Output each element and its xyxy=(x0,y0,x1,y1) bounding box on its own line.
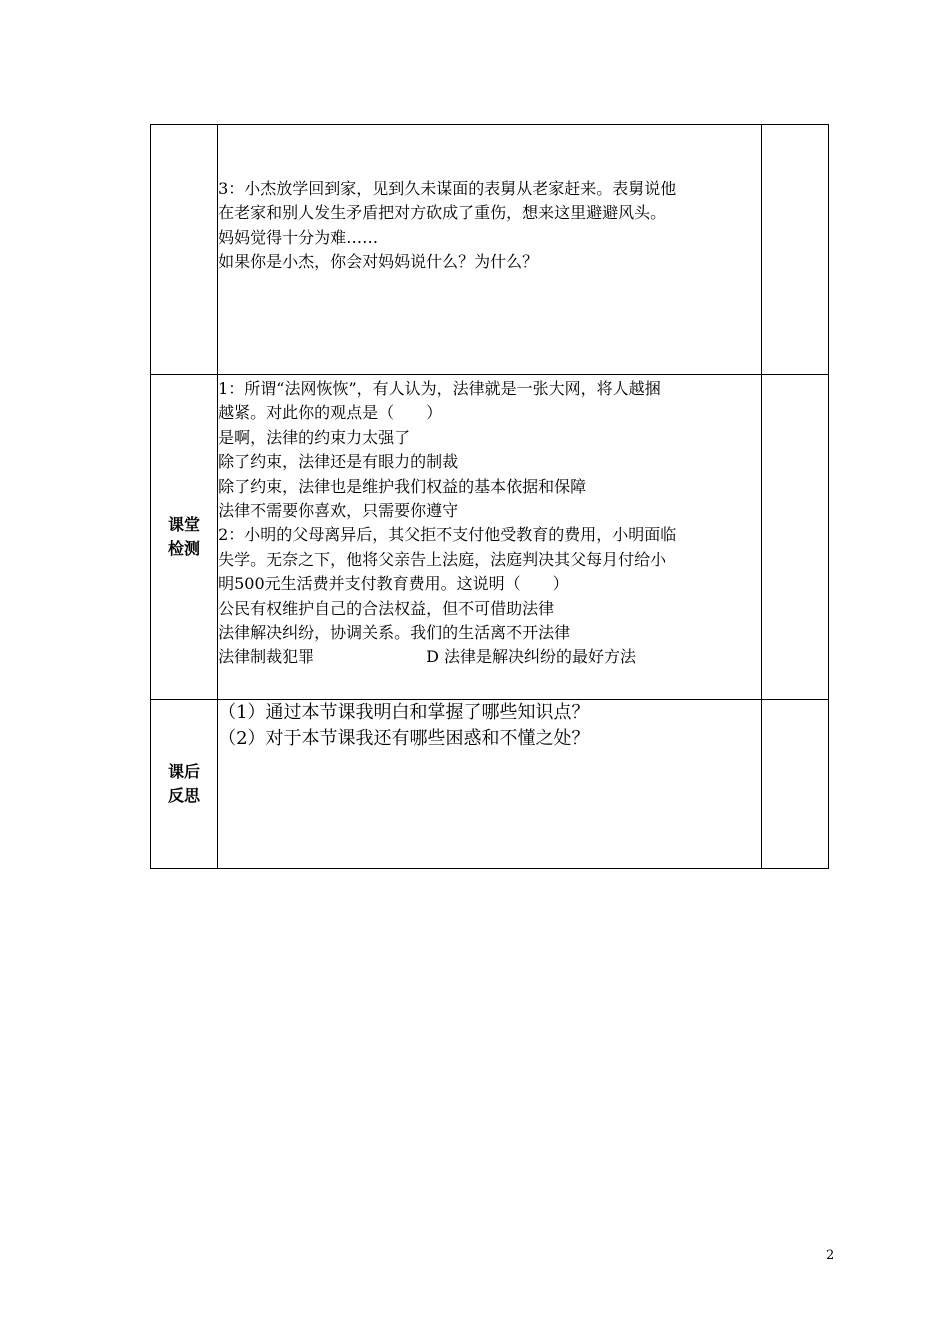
reflection-line: （2）对于本节课我还有哪些困惑和不懂之处？ xyxy=(218,728,590,749)
question-2-text: 失学。无奈之下，他将父亲告上法庭，法庭判决其父每月付给小 xyxy=(218,549,667,569)
case-question-cell xyxy=(218,125,762,375)
table-row-case xyxy=(151,125,829,375)
question-1-option: 除了约束，法律还是有眼力的制裁 xyxy=(218,452,459,472)
table-row-check xyxy=(151,375,829,700)
case-line: 妈妈觉得十分为难…… xyxy=(218,227,379,247)
right-empty-cell xyxy=(761,700,828,869)
question-2-option: 公民有权维护自己的合法权益，但不可借助法律 xyxy=(218,598,555,618)
row-label-class-check xyxy=(151,375,218,700)
reflection-line: （1）通过本节课我明白和掌握了哪些知识点？ xyxy=(218,702,590,723)
case-line: 在老家和别人发生矛盾把对方砍成了重伤，想来这里避避风头。 xyxy=(218,203,667,223)
question-2-option-c: 法律制裁犯罪 xyxy=(218,647,315,667)
question-2-text: 2：小明的父母离异后，其父拒不支付他受教育的费用，小明面临 xyxy=(218,525,677,545)
row-label-reflection xyxy=(151,700,218,869)
label-line: 课后 xyxy=(168,762,201,781)
class-check-cell xyxy=(218,375,762,700)
label-line: 检测 xyxy=(168,539,201,558)
question-2-option-d: D 法律是解决纠纷的最好方法 xyxy=(426,647,637,667)
question-1-option: 除了约束，法律也是维护我们权益的基本依据和保障 xyxy=(218,476,587,496)
row-label-empty xyxy=(151,125,218,375)
question-2-option-row xyxy=(218,645,761,669)
page-number: 2 xyxy=(826,1248,835,1263)
case-line: 3：小杰放学回到家，见到久未谋面的表舅从老家赶来。表舅说他 xyxy=(218,179,677,198)
reflection-cell xyxy=(218,700,762,869)
question-1-text: 1：所谓“法网恢恢”，有人认为，法律就是一张大网，将人越捆 xyxy=(218,379,661,398)
question-1-option: 法律不需要你喜欢，只需要你遵守 xyxy=(218,501,459,521)
lesson-table xyxy=(150,124,829,869)
question-1-text: 越紧。对此你的观点是（ ） xyxy=(218,403,443,423)
question-1-option: 是啊，法律的约束力太强了 xyxy=(218,427,411,447)
label-line: 反思 xyxy=(168,786,201,805)
right-empty-cell xyxy=(761,375,828,700)
case-line: 如果你是小杰，你会对妈妈说什么？为什么？ xyxy=(218,252,539,272)
question-2-option: 法律解决纠纷，协调关系。我们的生活离不开法律 xyxy=(218,623,571,643)
question-2-text: 明500元生活费并支付教育费用。这说明（ ） xyxy=(218,574,569,594)
label-line: 课堂 xyxy=(168,515,201,534)
right-empty-cell xyxy=(761,125,828,375)
table-row-reflect xyxy=(151,700,829,869)
